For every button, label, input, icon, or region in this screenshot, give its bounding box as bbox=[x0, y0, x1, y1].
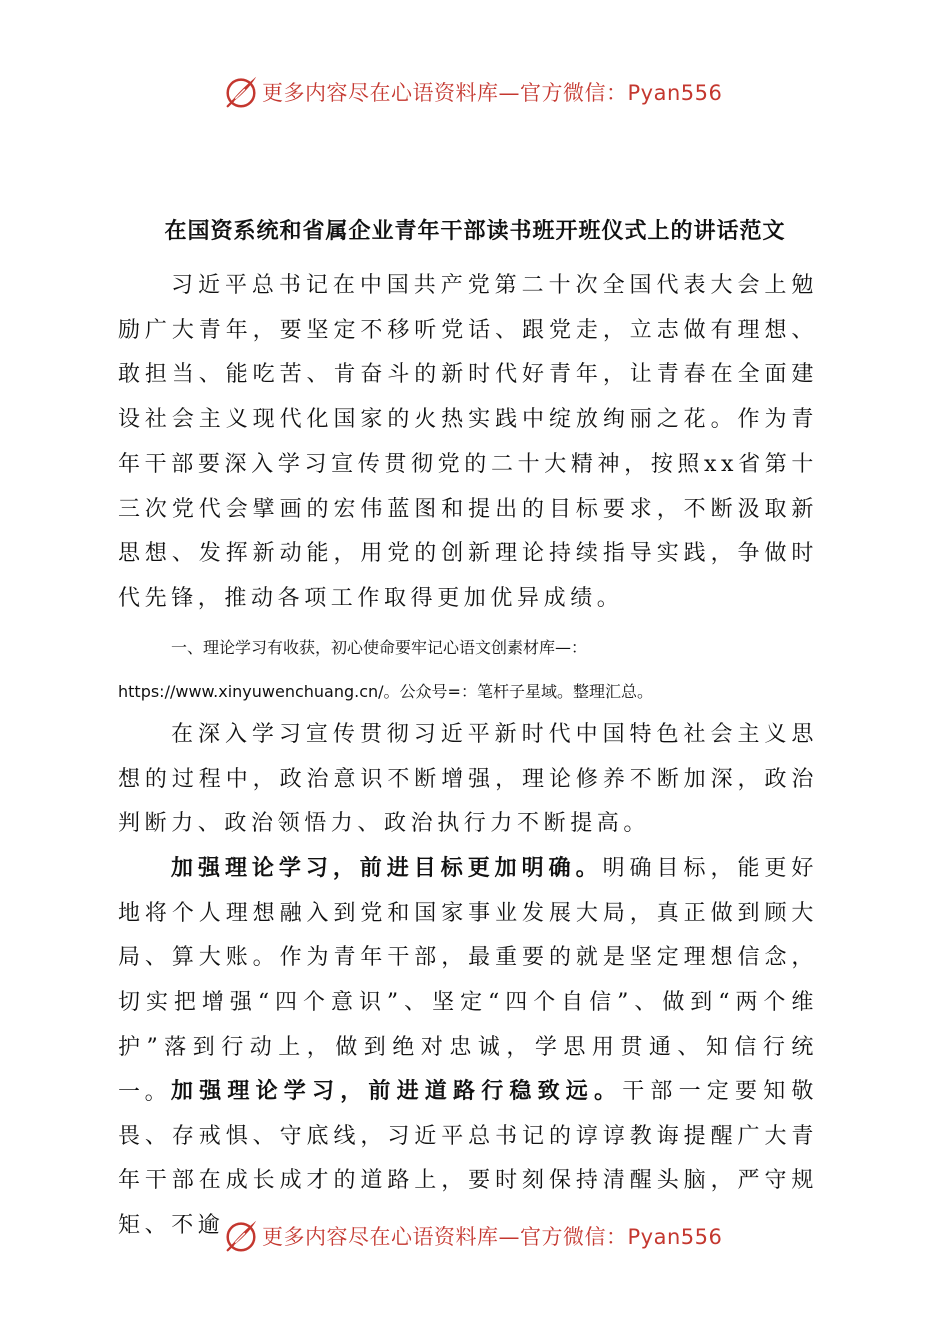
watermark-header bbox=[0, 70, 950, 114]
paragraph-intro: 习近平总书记在中国共产党第二十次全国代表大会上勉励广大青年，要坚定不移听党话、跟党走，立志做有理想、敢担当、能吃苦、肯奋斗的新时代好青年，让青春在全面建设社会主义现代化国家的火热实践中绽放绚丽之花。作为青年干部要深入学习宣传贯彻党的二十大精神，按照xx省第十三次党代会擘画的宏伟蓝图和提出的目标要求，不断汲取新思想、发挥新动能，用党的创新理论持续指导实践，争做时代先锋，推动各项工作取得更加优异成绩。 bbox=[118, 273, 818, 611]
paragraph-2: 在深入学习宣传贯彻习近平新时代中国特色社会主义思想的过程中，政治意识不断增强，理论修养不断加深，政治判断力、政治领悟力、政治执行力不断提高。 bbox=[118, 722, 818, 837]
watermark-text: 更多内容尽在心语资料库—官方微信：Pyan556 bbox=[262, 81, 723, 105]
document-title: 在国资系统和省属企业青年干部读书班开班仪式上的讲话范文 bbox=[164, 218, 786, 244]
section-heading-1: 一、理论学习有收获，初心使命要牢记心语文创素材库—：https://www.xinyuwenchuang.cn/。公众号=：笔杆子星域。整理汇总。 bbox=[118, 638, 653, 701]
paragraph-3-body: 明确目标，能更好地将个人理想融入到党和国家事业发展大局，真正做到顾大局、算大账。作为青年干部，最重要的就是坚定理想信念，切实把增强“四个意识”、坚定“四个自信”、做到“两个维护”落到行动上，做到绝对忠诚，学思用贯通、知信行统一。 bbox=[118, 856, 818, 1105]
paragraph-4-body: 干部一定要知敬畏、存戒惧、守底线，习近平总书记的谆谆教诲提醒广大青年干部在成长成才的道路上，要时刻保持清醒头脑，严守规矩、不逾 bbox=[118, 1079, 819, 1239]
watermark-text: 更多内容尽在心语资料库—官方微信：Pyan556 bbox=[262, 1225, 723, 1249]
watermark-footer bbox=[0, 1214, 950, 1258]
paragraph-3-lead: 加强理论学习，前进目标更加明确。 bbox=[171, 855, 603, 881]
quill-pen-logo-icon bbox=[222, 73, 260, 111]
paragraph-4-lead: 加强理论学习，前进道路行稳致远。 bbox=[171, 1078, 623, 1104]
quill-pen-logo-icon bbox=[222, 1217, 260, 1255]
